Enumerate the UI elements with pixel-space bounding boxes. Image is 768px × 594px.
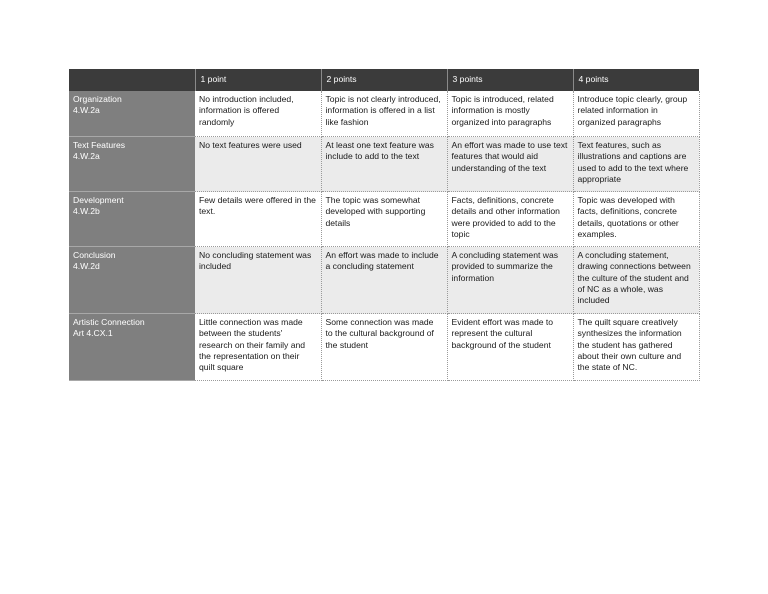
rubric-cell: Facts, definitions, concrete details and other information were provided to add to the topic: [447, 192, 573, 247]
table-row-conclusion: [69, 247, 699, 314]
criterion-cell: [69, 91, 195, 137]
rubric-cell: No concluding statement was included: [195, 247, 321, 314]
criterion-name: Organization: [73, 94, 122, 104]
rubric-cell: An effort was made to use text features that would aid understanding of the text: [447, 137, 573, 192]
criterion-name: Text Features: [73, 140, 126, 150]
rubric-cell: Little connection was made between the students' research on their family and the representation on their quilt square: [195, 314, 321, 381]
table-row-organization: [69, 91, 699, 137]
table-row-text-features: [69, 137, 699, 192]
rubric-cell: An effort was made to include a concluding statement: [321, 247, 447, 314]
rubric-cell: Evident effort was made to represent the cultural background of the student: [447, 314, 573, 381]
criterion-name: Artistic Connection: [73, 317, 145, 327]
header-level-4: 4 points: [573, 69, 699, 91]
table-row-development: [69, 192, 699, 247]
criterion-name: Conclusion: [73, 250, 116, 260]
rubric-cell: Introduce topic clearly, group related information in organized paragraphs: [573, 91, 699, 137]
header-corner: [69, 69, 195, 91]
rubric-cell: Topic is introduced, related information is mostly organized into paragraphs: [447, 91, 573, 137]
header-level-3: 3 points: [447, 69, 573, 91]
table-row-artistic-connection: [69, 314, 699, 381]
criterion-name: Development: [73, 195, 124, 205]
criterion-standard: Art 4.CX.1: [73, 328, 113, 339]
header-level-1: 1 point: [195, 69, 321, 91]
rubric-cell: Text features, such as illustrations and captions are used to add to the text where appropriate: [573, 137, 699, 192]
header-row: [69, 69, 699, 91]
rubric-cell: No introduction included, information is offered randomly: [195, 91, 321, 137]
rubric-cell: Topic was developed with facts, definitions, concrete details, quotations or other examples.: [573, 192, 699, 247]
criterion-standard: 4.W.2a: [73, 151, 100, 162]
criterion-cell: [69, 247, 195, 314]
criterion-standard: 4.W.2a: [73, 105, 100, 116]
rubric-cell: A concluding statement, drawing connections between the culture of the student and of NC as a whole, was included: [573, 247, 699, 314]
criterion-cell: [69, 192, 195, 247]
criterion-cell: [69, 137, 195, 192]
rubric-cell: At least one text feature was include to add to the text: [321, 137, 447, 192]
rubric-cell: Few details were offered in the text.: [195, 192, 321, 247]
rubric-cell: Topic is not clearly introduced, information is offered in a list like fashion: [321, 91, 447, 137]
rubric-cell: Some connection was made to the cultural background of the student: [321, 314, 447, 381]
rubric-cell: The topic was somewhat developed with supporting details: [321, 192, 447, 247]
criterion-cell: [69, 314, 195, 381]
rubric-cell: The quilt square creatively synthesizes the information the student has gathered about their own culture and the state of NC.: [573, 314, 699, 381]
rubric-table: [69, 69, 700, 381]
criterion-standard: 4.W.2b: [73, 206, 100, 217]
rubric-cell: No text features were used: [195, 137, 321, 192]
header-level-2: 2 points: [321, 69, 447, 91]
criterion-standard: 4.W.2d: [73, 261, 100, 272]
rubric-cell: A concluding statement was provided to summarize the information: [447, 247, 573, 314]
